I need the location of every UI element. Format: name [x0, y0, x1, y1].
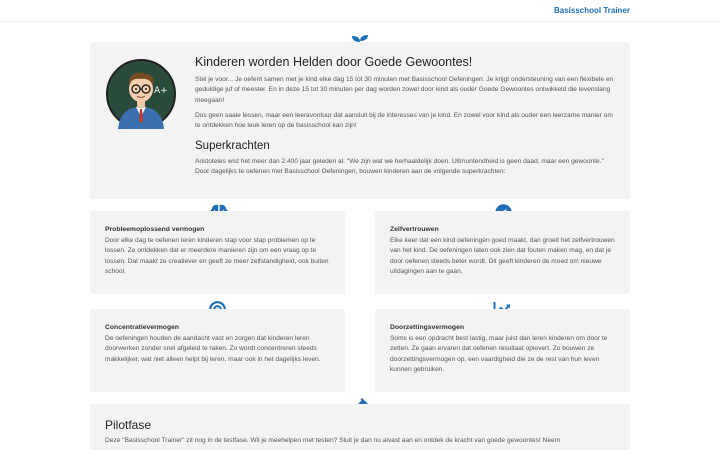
brand-link[interactable]: Basisschool Trainer: [553, 6, 630, 15]
feature-card-zelfvertrouwen: [375, 211, 630, 294]
teacher-avatar: [106, 59, 176, 129]
feature-title: Concentratievermogen: [105, 324, 180, 331]
feature-card-doorzetting: [375, 309, 630, 392]
feature-card-concentratie: [90, 309, 345, 392]
superkrachten-text: Aristoteles wist het meer dan 2.400 jaar geleden al: "We zijn wat we herhaaldelijk doen. Uitmuntendheid is geen daad, maar een gewoonte." Door dagelijks te oefenen met Basisschool Oefeningen, bouwen kinderen aan de volgende superkrachten:: [195, 157, 604, 175]
feature-text: Elke keer dat een kind oefeningen goed maakt, dan groeit het zelfvertrouwen van het kind. De oefeningen laten ook zien dat fouten maken mag, en dat je door oefenen steeds beter wordt. Dit geeft kinderen de moed om nieuwe uitdagingen aan te gaan.: [390, 237, 615, 276]
top-nav-bar: [0, 0, 720, 22]
hero-title: Kinderen worden Helden door Goede Gewoontes!: [195, 55, 473, 69]
pilot-text: Deze "Basisschool Trainer" zit nog in de testfase. Wil je meehelpen met testen? Sluit je dan nu alvast aan en ontdek de kracht van goede gewoontes! Neem: [105, 437, 561, 444]
feature-title: Zelfvertrouwen: [390, 226, 439, 233]
feature-text: De oefeningen houden de aandacht vast en zorgen dat kinderen leren doorwerken zonder snel afgeleid te raken. Zo wordt concentreren steeds makkelijker, wat niet alleen helpt bij leren, maar ook in het dagelijks leven.: [105, 335, 321, 363]
feature-text: Door elke dag te oefenen leren kinderen stap voor stap problemen op te lossen. Ze ontdekken dat er meerdere manieren zijn om een vraag op te lossen. Dat maakt ze creatiever en geeft ze meer zelfstandigheid, ook buiten school.: [105, 237, 329, 276]
feature-card-probleemoplossend: [90, 211, 345, 294]
feature-text: Soms is een opdracht best lastig, maar juist dan leren kinderen om door te zetten. Ze gaan ervaren dat oefenen resultaat oplevert. Zo bouwen ze doorzettingsvermogen op, een vaardigheid die ze de rest van hun leven kunnen gebruiken.: [390, 335, 608, 374]
pilot-title: Pilotfase: [105, 418, 152, 432]
pilot-card: [90, 404, 630, 450]
hero-card: [90, 42, 630, 199]
superkrachten-title: Superkrachten: [195, 139, 270, 152]
feature-title: Probleemoplossend vermogen: [105, 226, 205, 233]
chalkboard-text: A+: [154, 86, 168, 96]
feature-title: Doorzettingsvermogen: [390, 324, 465, 331]
hero-paragraph-1: Stel je voor... Je oefent samen met je kind elke dag 15 tot 30 minuten met Basisschool Oefeningen. Je krijgt ondersteuning van een flexibele en geduldige juf of meester. En in deze 15 tot 30 minuten per dag worden zowel door kind als ouder Goede Gewoontes ontwikkeld die levenslang meegaan!: [195, 76, 614, 104]
hero-paragraph-2: Dus geen saaie lessen, maar een leeravontuur dat aansluit bij de interesses van je kind. En zowel voor kind als ouder een leerzame manier om te ontdekken hoe leuk leren op de basisschool kan zijn!: [195, 111, 613, 130]
